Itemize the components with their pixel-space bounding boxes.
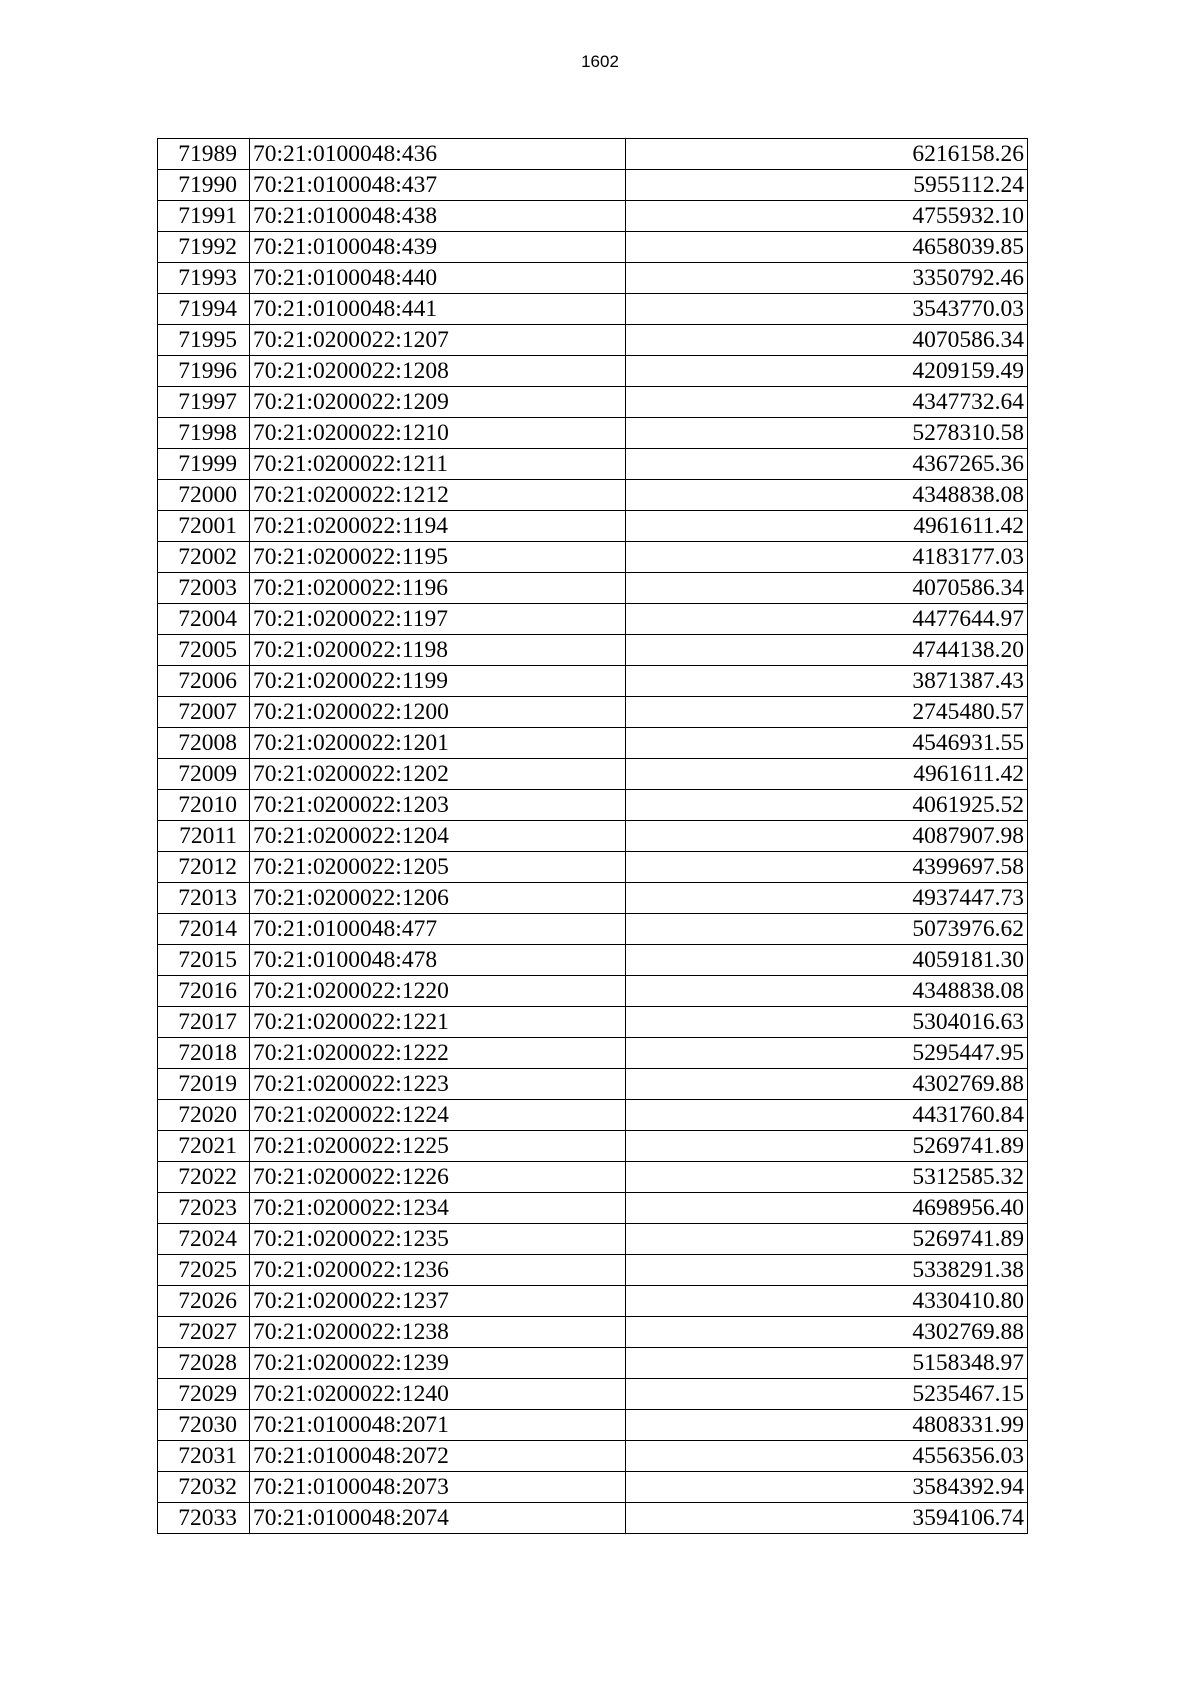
cadastral-value-cell: 4348838.08 (626, 480, 1028, 511)
table-row (158, 666, 1028, 697)
row-number-cell: 72029 (158, 1379, 250, 1410)
cadastral-number-cell: 70:21:0200022:1225 (250, 1131, 626, 1162)
cadastral-value-cell: 4961611.42 (626, 511, 1028, 542)
row-number-cell: 72003 (158, 573, 250, 604)
table-row (158, 263, 1028, 294)
row-number-cell: 72015 (158, 945, 250, 976)
table-row (158, 1441, 1028, 1472)
cadastral-number-cell: 70:21:0200022:1210 (250, 418, 626, 449)
cadastral-number-cell: 70:21:0100048:2072 (250, 1441, 626, 1472)
table-row (158, 697, 1028, 728)
table-row (158, 387, 1028, 418)
cadastral-number-cell: 70:21:0100048:438 (250, 201, 626, 232)
table-body (158, 139, 1028, 1534)
table-row (158, 294, 1028, 325)
row-number-cell: 71995 (158, 325, 250, 356)
cadastral-number-cell: 70:21:0200022:1202 (250, 759, 626, 790)
row-number-cell: 72001 (158, 511, 250, 542)
cadastral-value-cell: 4744138.20 (626, 635, 1028, 666)
row-number-cell: 72032 (158, 1472, 250, 1503)
cadastral-number-cell: 70:21:0100048:2073 (250, 1472, 626, 1503)
cadastral-number-cell: 70:21:0200022:1224 (250, 1100, 626, 1131)
cadastral-number-cell: 70:21:0100048:436 (250, 139, 626, 170)
cadastral-number-cell: 70:21:0200022:1206 (250, 883, 626, 914)
cadastral-number-cell: 70:21:0200022:1234 (250, 1193, 626, 1224)
cadastral-value-cell: 4087907.98 (626, 821, 1028, 852)
cadastral-number-cell: 70:21:0200022:1235 (250, 1224, 626, 1255)
row-number-cell: 72014 (158, 914, 250, 945)
table-row (158, 139, 1028, 170)
table-row (158, 1503, 1028, 1534)
cadastral-number-cell: 70:21:0200022:1211 (250, 449, 626, 480)
cadastral-value-cell: 4755932.10 (626, 201, 1028, 232)
table-row (158, 1317, 1028, 1348)
cadastral-value-cell: 4399697.58 (626, 852, 1028, 883)
row-number-cell: 71993 (158, 263, 250, 294)
cadastral-value-cell: 3543770.03 (626, 294, 1028, 325)
table-row (158, 728, 1028, 759)
row-number-cell: 72026 (158, 1286, 250, 1317)
cadastral-value-cell: 4348838.08 (626, 976, 1028, 1007)
table-row (158, 1379, 1028, 1410)
cadastral-value-cell: 5235467.15 (626, 1379, 1028, 1410)
row-number-cell: 71998 (158, 418, 250, 449)
cadastral-number-cell: 70:21:0200022:1209 (250, 387, 626, 418)
cadastral-value-cell: 4961611.42 (626, 759, 1028, 790)
cadastral-value-cell: 3350792.46 (626, 263, 1028, 294)
cadastral-value-cell: 5269741.89 (626, 1224, 1028, 1255)
table-row (158, 573, 1028, 604)
cadastral-number-cell: 70:21:0200022:1220 (250, 976, 626, 1007)
row-number-cell: 71994 (158, 294, 250, 325)
table-row (158, 945, 1028, 976)
row-number-cell: 72023 (158, 1193, 250, 1224)
row-number-cell: 72002 (158, 542, 250, 573)
page-number: 1602 (581, 52, 619, 71)
cadastral-value-cell: 5158348.97 (626, 1348, 1028, 1379)
cadastral-number-cell: 70:21:0200022:1226 (250, 1162, 626, 1193)
row-number-cell: 72004 (158, 604, 250, 635)
row-number-cell: 72000 (158, 480, 250, 511)
cadastral-value-cell: 5304016.63 (626, 1007, 1028, 1038)
table-row (158, 1410, 1028, 1441)
cadastral-value-cell: 4302769.88 (626, 1069, 1028, 1100)
cadastral-value-cell: 5955112.24 (626, 170, 1028, 201)
cadastral-number-cell: 70:21:0200022:1239 (250, 1348, 626, 1379)
row-number-cell: 72028 (158, 1348, 250, 1379)
cadastral-number-cell: 70:21:0200022:1212 (250, 480, 626, 511)
cadastral-value-cell: 4698956.40 (626, 1193, 1028, 1224)
table-row (158, 604, 1028, 635)
table-row (158, 759, 1028, 790)
cadastral-number-cell: 70:21:0200022:1240 (250, 1379, 626, 1410)
cadastral-number-cell: 70:21:0200022:1198 (250, 635, 626, 666)
cadastral-number-cell: 70:21:0200022:1236 (250, 1255, 626, 1286)
cadastral-number-cell: 70:21:0100048:2074 (250, 1503, 626, 1534)
row-number-cell: 72019 (158, 1069, 250, 1100)
row-number-cell: 71992 (158, 232, 250, 263)
table-row (158, 1131, 1028, 1162)
cadastral-value-cell: 5295447.95 (626, 1038, 1028, 1069)
row-number-cell: 72017 (158, 1007, 250, 1038)
cadastral-number-cell: 70:21:0100048:437 (250, 170, 626, 201)
cadastral-number-cell: 70:21:0100048:477 (250, 914, 626, 945)
cadastral-value-cell: 4556356.03 (626, 1441, 1028, 1472)
row-number-cell: 72008 (158, 728, 250, 759)
row-number-cell: 72022 (158, 1162, 250, 1193)
cadastral-number-cell: 70:21:0100048:441 (250, 294, 626, 325)
row-number-cell: 71990 (158, 170, 250, 201)
cadastral-number-cell: 70:21:0200022:1223 (250, 1069, 626, 1100)
row-number-cell: 71991 (158, 201, 250, 232)
cadastral-value-cell: 5338291.38 (626, 1255, 1028, 1286)
cadastral-value-cell: 3594106.74 (626, 1503, 1028, 1534)
table-row (158, 201, 1028, 232)
cadastral-number-cell: 70:21:0200022:1222 (250, 1038, 626, 1069)
table-row (158, 1224, 1028, 1255)
row-number-cell: 72018 (158, 1038, 250, 1069)
cadastral-number-cell: 70:21:0100048:440 (250, 263, 626, 294)
cadastral-number-cell: 70:21:0200022:1221 (250, 1007, 626, 1038)
cadastral-number-cell: 70:21:0200022:1200 (250, 697, 626, 728)
cadastral-value-cell: 4431760.84 (626, 1100, 1028, 1131)
table-row (158, 356, 1028, 387)
cadastral-value-cell: 5269741.89 (626, 1131, 1028, 1162)
table-row (158, 790, 1028, 821)
row-number-cell: 72025 (158, 1255, 250, 1286)
cadastral-value-table (157, 138, 1028, 1534)
cadastral-number-cell: 70:21:0200022:1197 (250, 604, 626, 635)
row-number-cell: 72006 (158, 666, 250, 697)
cadastral-value-cell: 3584392.94 (626, 1472, 1028, 1503)
cadastral-value-cell: 4059181.30 (626, 945, 1028, 976)
cadastral-number-cell: 70:21:0200022:1238 (250, 1317, 626, 1348)
cadastral-number-cell: 70:21:0100048:478 (250, 945, 626, 976)
cadastral-number-cell: 70:21:0200022:1204 (250, 821, 626, 852)
cadastral-value-cell: 4070586.34 (626, 325, 1028, 356)
row-number-cell: 71997 (158, 387, 250, 418)
cadastral-value-cell: 4347732.64 (626, 387, 1028, 418)
row-number-cell: 72013 (158, 883, 250, 914)
cadastral-number-cell: 70:21:0200022:1194 (250, 511, 626, 542)
cadastral-value-cell: 5312585.32 (626, 1162, 1028, 1193)
table-row (158, 883, 1028, 914)
row-number-cell: 72031 (158, 1441, 250, 1472)
cadastral-number-cell: 70:21:0200022:1208 (250, 356, 626, 387)
table-row (158, 1069, 1028, 1100)
table-row (158, 449, 1028, 480)
table-row (158, 1193, 1028, 1224)
table-row (158, 418, 1028, 449)
cadastral-value-cell: 4367265.36 (626, 449, 1028, 480)
row-number-cell: 72005 (158, 635, 250, 666)
row-number-cell: 72030 (158, 1410, 250, 1441)
cadastral-value-cell: 5073976.62 (626, 914, 1028, 945)
cadastral-value-cell: 5278310.58 (626, 418, 1028, 449)
row-number-cell: 71996 (158, 356, 250, 387)
row-number-cell: 72020 (158, 1100, 250, 1131)
cadastral-number-cell: 70:21:0100048:2071 (250, 1410, 626, 1441)
row-number-cell: 72024 (158, 1224, 250, 1255)
table-row (158, 1348, 1028, 1379)
row-number-cell: 71989 (158, 139, 250, 170)
cadastral-number-cell: 70:21:0100048:439 (250, 232, 626, 263)
row-number-cell: 72009 (158, 759, 250, 790)
cadastral-value-cell: 4477644.97 (626, 604, 1028, 635)
cadastral-number-cell: 70:21:0200022:1205 (250, 852, 626, 883)
table-row (158, 1255, 1028, 1286)
row-number-cell: 72021 (158, 1131, 250, 1162)
cadastral-value-cell: 4061925.52 (626, 790, 1028, 821)
table-row (158, 1162, 1028, 1193)
cadastral-number-cell: 70:21:0200022:1207 (250, 325, 626, 356)
table-row (158, 1286, 1028, 1317)
cadastral-number-cell: 70:21:0200022:1196 (250, 573, 626, 604)
table-row (158, 635, 1028, 666)
table-row (158, 914, 1028, 945)
table-row (158, 821, 1028, 852)
cadastral-value-cell: 4183177.03 (626, 542, 1028, 573)
cadastral-value-cell: 6216158.26 (626, 139, 1028, 170)
cadastral-number-cell: 70:21:0200022:1195 (250, 542, 626, 573)
cadastral-number-cell: 70:21:0200022:1237 (250, 1286, 626, 1317)
cadastral-number-cell: 70:21:0200022:1203 (250, 790, 626, 821)
cadastral-value-cell: 4658039.85 (626, 232, 1028, 263)
table-row (158, 542, 1028, 573)
row-number-cell: 72011 (158, 821, 250, 852)
cadastral-value-cell: 4330410.80 (626, 1286, 1028, 1317)
row-number-cell: 72007 (158, 697, 250, 728)
row-number-cell: 72016 (158, 976, 250, 1007)
cadastral-value-cell: 4546931.55 (626, 728, 1028, 759)
table-row (158, 325, 1028, 356)
table-row (158, 170, 1028, 201)
table-row (158, 511, 1028, 542)
row-number-cell: 72033 (158, 1503, 250, 1534)
table-row (158, 976, 1028, 1007)
cadastral-value-cell: 4808331.99 (626, 1410, 1028, 1441)
cadastral-value-cell: 4070586.34 (626, 573, 1028, 604)
cadastral-value-cell: 4302769.88 (626, 1317, 1028, 1348)
row-number-cell: 72012 (158, 852, 250, 883)
cadastral-value-cell: 3871387.43 (626, 666, 1028, 697)
cadastral-number-cell: 70:21:0200022:1201 (250, 728, 626, 759)
table-row (158, 1472, 1028, 1503)
table-row (158, 1038, 1028, 1069)
row-number-cell: 72010 (158, 790, 250, 821)
table-row (158, 1100, 1028, 1131)
table-row (158, 1007, 1028, 1038)
table-row (158, 232, 1028, 263)
cadastral-value-cell: 4937447.73 (626, 883, 1028, 914)
table-row (158, 480, 1028, 511)
table-row (158, 852, 1028, 883)
row-number-cell: 71999 (158, 449, 250, 480)
cadastral-table-container (157, 138, 1028, 1534)
cadastral-value-cell: 2745480.57 (626, 697, 1028, 728)
cadastral-number-cell: 70:21:0200022:1199 (250, 666, 626, 697)
row-number-cell: 72027 (158, 1317, 250, 1348)
cadastral-value-cell: 4209159.49 (626, 356, 1028, 387)
